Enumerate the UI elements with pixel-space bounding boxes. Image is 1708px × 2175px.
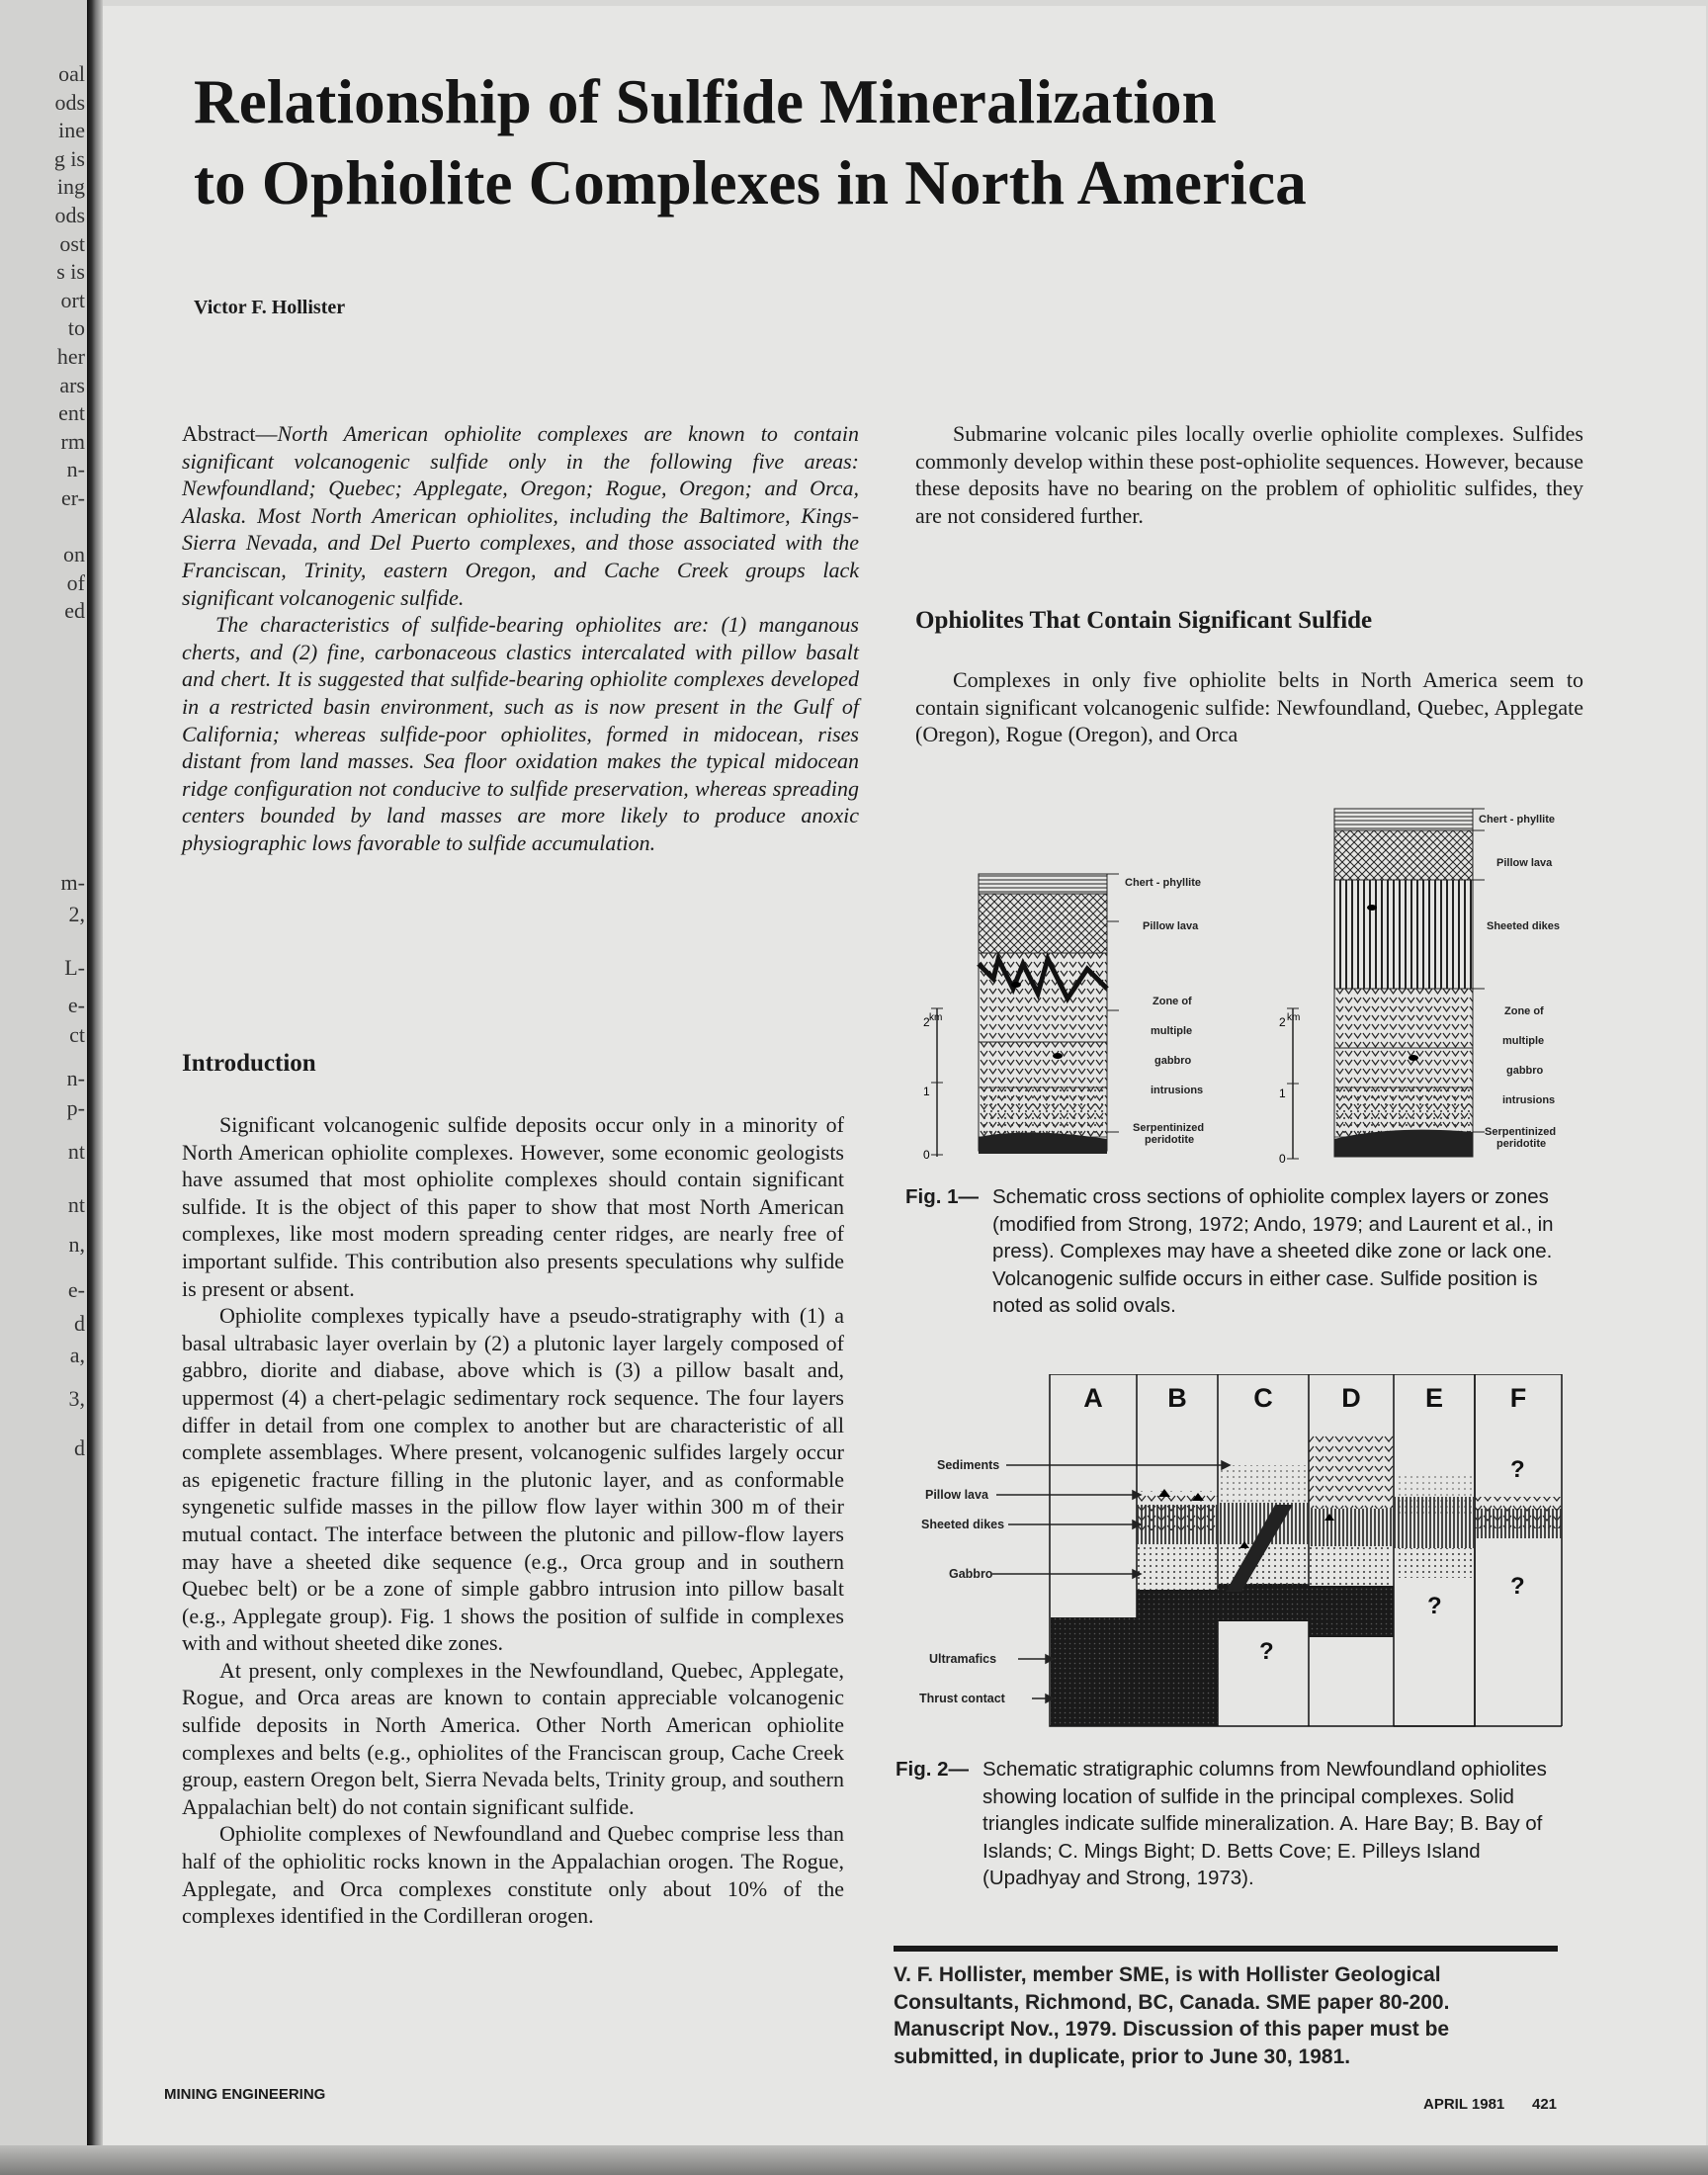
previous-page-text-fragment: n-	[66, 1066, 85, 1090]
bio-rule	[894, 1946, 1558, 1952]
previous-page-text-fragment: ods	[54, 203, 85, 227]
previous-page-text-fragment: nt	[67, 1139, 85, 1164]
fig1-left-scale-0: 0	[923, 1148, 930, 1162]
fig1-left-scale-unit: km	[929, 1012, 943, 1023]
introduction-heading: Introduction	[182, 1050, 316, 1077]
figure-2	[899, 1374, 1591, 1735]
previous-page-text-fragment: g is	[53, 145, 85, 171]
previous-page-text-fragment: d	[74, 1311, 85, 1336]
previous-page-text-fragment: on	[63, 542, 85, 567]
fig1-left-scale-2: 2	[923, 1015, 930, 1029]
previous-page-text-fragment: n,	[68, 1232, 85, 1257]
abstract-paragraph-2: The characteristics of sulfide-bearing ophiolites are: (1) manganous cherts, and (2) fine, carbonaceous clastics intercalated with pillow basalt and chert. It is suggested that sulfide-bearing ophiolite complexes developed in a restricted basin environment, such as is now present in the Gulf of California; whereas sulfide-poor ophiolites, formed in midocean, rises distant from land masses. Sea floor oxidation makes the typical midocean ridge configuration not conducive to sulfide preservation, whereas spreading centers bounded by land masses are more likely to produce anoxic physiographic lows favorable to sulfide accumulation.	[182, 612, 859, 855]
fig1-left-section	[979, 874, 1119, 1154]
abstract-paragraph-1: North American ophiolite complexes are known to contain significant volcanogenic sulfide only in the following five areas: Newfoundland; Quebec; Applegate, Oregon; Rogue, Oregon; and Orca, Alaska. Most North American ophiolites, including the Baltimore, Kings-Sierra Nevada, and Del Puerto complexes, and those associated with the Franciscan, Trinity, eastern Oregon, and Cache Creek groups lack significant volcanogenic sulfide.	[182, 421, 859, 610]
footer-page-number: 421	[1532, 2096, 1558, 2113]
right-intro-paragraph: Submarine volcanic piles locally overlie ophiolite complexes. Sulfides commonly develop within these post-ophiolite sequences. However, because these deposits have no bearing on the problem of ophiolitic sulfides, they are not considered further.	[915, 421, 1583, 528]
fig1-right-scale-0: 0	[1279, 1152, 1286, 1166]
previous-page-edge	[0, 0, 89, 2150]
figure-1-caption	[905, 1183, 1578, 1320]
fig1-caption-text: Schematic cross sections of ophiolite complex layers or zones (modified from Strong, 1972; Ando, 1979; and Laurent et al., in press). Complexes may have a sheeted dike zone or lack one. Volcanogenic sulfide occurs in either case. Sulfide position is noted as solid ovals.	[992, 1185, 1554, 1317]
fig1-left-label: Zone of	[1153, 996, 1192, 1007]
fig1-right-label: Zone of	[1504, 1005, 1544, 1017]
fig2-unknown-mark: ?	[1427, 1593, 1442, 1619]
fig1-right-scale-2: 2	[1279, 1015, 1286, 1029]
previous-page-text-fragment: 2,	[68, 902, 85, 926]
fig2-label-pillow-lava: Pillow lava	[925, 1488, 988, 1502]
fig1-right-label: multiple	[1502, 1035, 1545, 1047]
fig2-column-f: F	[1509, 1383, 1527, 1413]
previous-page-text-fragment: ods	[54, 89, 85, 115]
introduction-body	[182, 1111, 844, 1930]
footer-date: APRIL 1981	[1423, 2096, 1505, 2113]
fig2-column-a: A	[1083, 1383, 1103, 1413]
previous-page-text-fragment: of	[66, 569, 85, 595]
previous-page-text-fragment: rm	[60, 428, 85, 454]
fig2-label-thrust-contact: Thrust contact	[919, 1692, 1005, 1705]
article-title	[194, 61, 1307, 223]
fig2-column-d: D	[1341, 1383, 1361, 1413]
fig1-left-label: gabbro	[1154, 1055, 1192, 1067]
section-2-heading: Ophiolites That Contain Significant Sulfide	[915, 607, 1373, 634]
fig1-right-label: Sheeted dikes	[1487, 920, 1560, 932]
previous-page-text-fragment: d	[74, 1436, 85, 1460]
previous-page-text-fragment: ine	[58, 118, 85, 143]
previous-page-text-fragment: e-	[67, 1277, 85, 1302]
figure-1	[899, 791, 1591, 1176]
fig1-left-scale-1: 1	[923, 1085, 930, 1098]
previous-page-text-fragment: p-	[66, 1095, 85, 1120]
previous-page-text-fragment: er-	[61, 485, 85, 510]
fig1-left-label: Chert - phyllite	[1125, 877, 1202, 889]
binding-spine	[87, 0, 103, 2155]
author-name: Victor F. Hollister	[194, 297, 346, 318]
previous-page-text-fragment: e-	[67, 993, 85, 1017]
fig1-left-label: intrusions	[1151, 1085, 1204, 1096]
fig1-right-scale	[1279, 1008, 1300, 1166]
right-intro	[915, 420, 1583, 529]
fig2-label-ultramafics: Ultramafics	[929, 1652, 997, 1666]
title-line-2: to Ophiolite Complexes in North America	[194, 148, 1307, 218]
previous-page-text-fragment: nt	[67, 1192, 85, 1217]
fig1-right-label: intrusions	[1502, 1094, 1556, 1106]
footer-journal: MINING ENGINEERING	[164, 2086, 326, 2103]
section-2-body	[915, 666, 1583, 748]
previous-page-text-fragment: ct	[69, 1022, 85, 1047]
fig2-caption-label: Fig. 2—	[896, 1758, 970, 1781]
previous-page-text-fragment: m-	[60, 870, 85, 895]
abstract-label: Abstract—	[182, 421, 278, 446]
fig1-left-label: multiple	[1151, 1025, 1193, 1037]
fig2-label-gabbro: Gabbro	[949, 1567, 993, 1581]
previous-page-text-fragment: a,	[69, 1343, 85, 1367]
fig1-left-scale	[923, 1008, 943, 1162]
intro-paragraph-2: Ophiolite complexes typically have a pseudo-stratigraphy with (1) a basal ultrabasic layer overlain by (2) a plutonic layer largely composed of gabbro, diorite and diabase, above which is (3) a pillow basalt and, uppermost (4) a chert-pelagic sedimentary rock sequence. The four layers differ in detail from one complex to another but are characteristic of all complete assemblages. Where present, volcanogenic sulfides largely occur as epigenetic fracture filling in the plutonic layer, and as conformable syngenetic sulfide masses in the pillow flow layer within 300 m of their mutual contact. The interface between the plutonic and pillow-flow layers may have a sheeted dike sequence (e.g., Orca group and in southern Quebec belt) or be a zone of simple gabbro intrusion into pillow basalt (e.g., Applegate group). Fig. 1 shows the position of sulfide in complexes with and without sheeted dike zones.	[182, 1303, 844, 1656]
fig2-unknown-mark: ?	[1259, 1638, 1274, 1665]
previous-page-text-fragment: ort	[60, 287, 85, 312]
fig2-column-e: E	[1424, 1383, 1444, 1413]
previous-page-text-fragment: 3,	[68, 1386, 85, 1411]
fig1-right-label: peridotite	[1496, 1138, 1547, 1150]
intro-paragraph-3: At present, only complexes in the Newfoundland, Quebec, Applegate, Rogue, and Orca areas are known to contain appreciable volcanogenic sulfide deposits in North America. Other North American ophiolite complexes and belts (e.g., ophiolites of the Franciscan group, Cache Creek group, eastern Oregon belt, Sierra Nevada belts, Trinity group, and southern Appalachian belt) do not contain significant sulfide.	[182, 1657, 844, 1819]
intro-paragraph-1: Significant volcanogenic sulfide deposits occur only in a minority of North American ophiolite complexes. However, some economic geologists have assumed that most ophiolite complexes should contain significant sulfide. It is the object of this paper to show that most North American complexes, like most modern spreading center ridges, are nearly free of important sulfide. This contribution also presents speculations why sulfide is present or absent.	[182, 1112, 844, 1301]
fig1-right-labels	[1479, 814, 1560, 1150]
author-bio: V. F. Hollister, member SME, is with Hollister Geological Consultants, Richmond, BC, Canada. SME paper 80-200. Manuscript Nov., 1979. Discussion of this paper must be submitted, in duplicate, prior to June 30, 1981.	[894, 1963, 1450, 2068]
previous-page-text-fragment: ost	[59, 230, 85, 256]
page-bottom-shadow	[0, 2145, 1708, 2175]
previous-page-text-fragment: s is	[56, 259, 85, 285]
fig1-right-scale-unit: km	[1287, 1012, 1301, 1023]
fig2-column-b: B	[1167, 1383, 1187, 1413]
figure-2-caption	[896, 1756, 1578, 1892]
fig1-left-label: Pillow lava	[1143, 920, 1199, 932]
fig2-label-sheeted-dikes: Sheeted dikes	[921, 1518, 1005, 1531]
fig2-unknown-mark: ?	[1510, 1456, 1525, 1483]
fig1-right-label: Chert - phyllite	[1479, 814, 1556, 826]
fig2-unknown-mark: ?	[1510, 1573, 1525, 1600]
fig2-layer-labels	[919, 1458, 1006, 1705]
previous-page-text-fragment: ent	[58, 400, 85, 426]
fig2-label-sediments: Sediments	[937, 1458, 1000, 1472]
previous-page-text-fragment: ars	[59, 372, 85, 397]
title-line-1: Relationship of Sulfide Mineralization	[194, 67, 1217, 136]
fig1-right-label: Pillow lava	[1496, 857, 1553, 869]
fig1-right-section	[1334, 809, 1485, 1157]
previous-page-text-fragment: her	[56, 344, 85, 369]
previous-page-text-fragment: L-	[64, 955, 85, 980]
fig1-right-scale-1: 1	[1279, 1087, 1286, 1100]
fig1-caption-label: Fig. 1—	[905, 1185, 980, 1208]
previous-page-text-fragment: ed	[64, 598, 85, 624]
abstract	[182, 420, 859, 857]
fig2-caption-text: Schematic stratigraphic columns from Newfoundland ophiolites showing location of sulfide in the principal complexes. Solid triangles indicate sulfide mineralization. A. Hare Bay; B. Bay of Islands; C. Mings Bight; D. Betts Cove; E. Pilleys Island (Upadhyay and Strong, 1973).	[982, 1758, 1547, 1889]
intro-paragraph-4: Ophiolite complexes of Newfoundland and Quebec comprise less than half of the ophiolitic rocks known in the Appalachian orogen. The Rogue, Applegate, and Orca complexes constitute only about 10% of the complexes identified in the Cordilleran orogen.	[182, 1821, 844, 1929]
previous-page-text-fragment: oal	[58, 61, 85, 86]
fig1-right-label: Serpentinized	[1485, 1126, 1557, 1138]
fig1-right-label: gabbro	[1506, 1065, 1544, 1077]
fig2-layers	[1051, 1436, 1562, 1726]
previous-page-text-fragment: to	[67, 315, 85, 341]
previous-page-text-fragment: n-	[66, 457, 85, 482]
fig1-left-labels	[1125, 877, 1204, 1146]
fig1-left-label: Serpentinized	[1133, 1122, 1205, 1134]
fig2-column-c: C	[1253, 1383, 1273, 1413]
section-2-paragraph-1: Complexes in only five ophiolite belts in North America seem to contain significant volcanogenic sulfide: Newfoundland, Quebec, Applegate (Oregon), Rogue (Oregon), and Orca	[915, 667, 1583, 747]
fig2-column-headers	[1083, 1383, 1526, 1413]
previous-page-text-fragment: ing	[56, 174, 85, 200]
fig1-left-label: peridotite	[1145, 1134, 1195, 1146]
